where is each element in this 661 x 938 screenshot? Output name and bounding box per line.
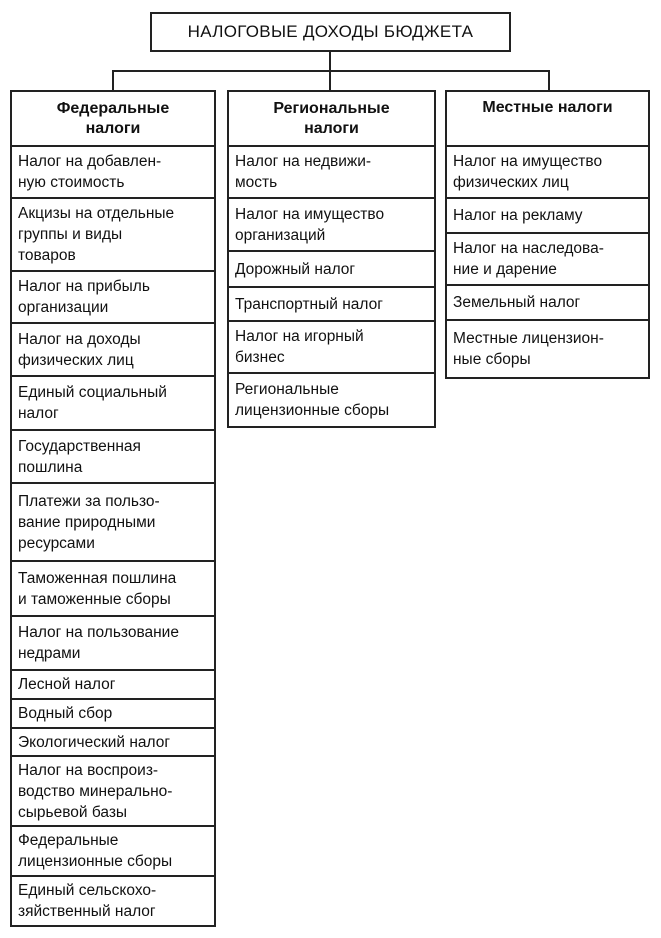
- connector-horizontal: [112, 70, 550, 72]
- list-item: Налог на пользование недрами: [12, 617, 214, 671]
- list-item: Единый сельскохо- зяйственный налог: [12, 877, 214, 927]
- column-heading: Федеральные налоги: [12, 92, 214, 147]
- list-item: Налог на воспроиз- водство минерально- сырьевой базы: [12, 757, 214, 827]
- list-item: Региональные лицензионные сборы: [229, 374, 434, 428]
- list-item: Налог на рекламу: [447, 199, 648, 234]
- connector-local: [548, 70, 550, 92]
- list-item: Акцизы на отдельные группы и виды товаров: [12, 199, 214, 272]
- connector-title-stem: [329, 52, 331, 72]
- list-item: Федеральные лицензионные сборы: [12, 827, 214, 877]
- column-heading: Местные налоги: [447, 92, 648, 147]
- list-item: Лесной налог: [12, 671, 214, 700]
- list-item: Налог на добавлен- ную стоимость: [12, 147, 214, 199]
- list-item: Дорожный налог: [229, 252, 434, 288]
- column-federal-taxes: [10, 90, 216, 927]
- column-regional-taxes: [227, 90, 436, 428]
- list-item: Налог на наследова- ние и дарение: [447, 234, 648, 286]
- list-item: Государственная пошлина: [12, 431, 214, 484]
- list-item: Земельный налог: [447, 286, 648, 321]
- connector-regional: [329, 70, 331, 92]
- list-item: Налог на игорный бизнес: [229, 322, 434, 374]
- column-heading: Региональные налоги: [229, 92, 434, 147]
- list-item: Экологический налог: [12, 729, 214, 757]
- list-item: Таможенная пошлина и таможенные сборы: [12, 562, 214, 617]
- list-item: Налог на имущество организаций: [229, 199, 434, 252]
- column-local-taxes: [445, 90, 650, 379]
- list-item: Налог на имущество физических лиц: [447, 147, 648, 199]
- list-item: Водный сбор: [12, 700, 214, 729]
- list-item: Транспортный налог: [229, 288, 434, 322]
- list-item: Налог на недвижи- мость: [229, 147, 434, 199]
- connector-federal: [112, 70, 114, 92]
- list-item: Платежи за пользо- вание природными ресурсами: [12, 484, 214, 562]
- list-item: Налог на прибыль организации: [12, 272, 214, 324]
- diagram-title: НАЛОГОВЫЕ ДОХОДЫ БЮДЖЕТА: [150, 12, 511, 52]
- list-item: Налог на доходы физических лиц: [12, 324, 214, 377]
- list-item: Единый социальный налог: [12, 377, 214, 431]
- list-item: Местные лицензион- ные сборы: [447, 321, 648, 379]
